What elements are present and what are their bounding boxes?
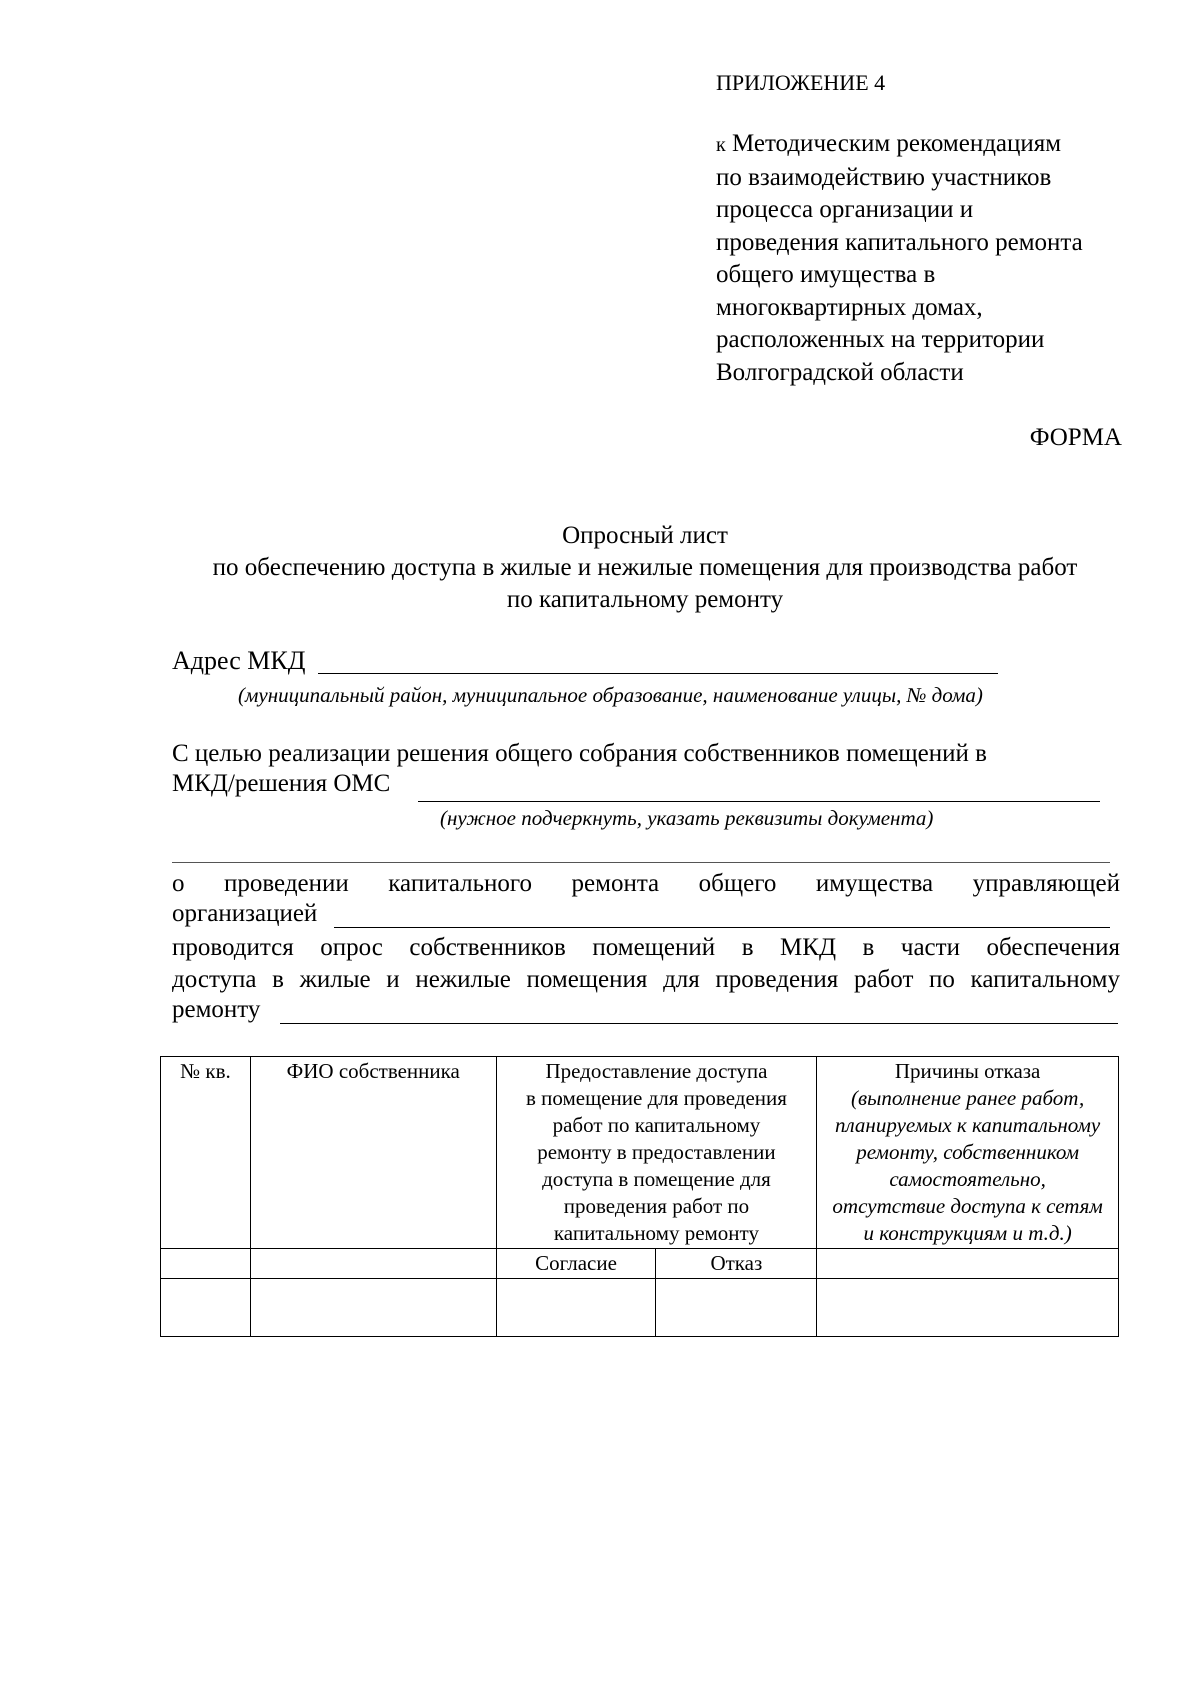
address-label: Адрес МКД [172,646,306,675]
header-access-line: Предоставление доступа [545,1059,768,1083]
conduct-line: доступа в жилые и нежилые помещения для проведения работ по капитальному [172,966,1120,993]
header-reason-line: ремонту, собственником [856,1140,1079,1164]
header-access-line: капитальному ремонту [553,1221,759,1245]
organization-label: организацией [172,900,318,927]
reference-line: общего имущества в [716,261,936,288]
header-reason-line: и конструкциям и т.д.) [863,1221,1072,1245]
appendix-reference [716,128,1156,389]
header-refusal-reasons [817,1057,1119,1249]
header-reason-line: планируемых к капитальному [835,1113,1101,1137]
title-line: по обеспечению доступа в жилые и нежилые помещения для производства работ [212,554,1078,581]
subheader-refusal: Отказ [656,1249,817,1279]
header-reason-line: самостоятельно, [889,1167,1046,1191]
reference-prefix: к [716,134,726,156]
table-row [161,1279,1119,1337]
decision-hint: (нужное подчеркнуть, указать реквизиты документа) [440,806,934,830]
reference-line: расположенных на территории [716,326,1045,353]
subheader-consent: Согласие [496,1249,656,1279]
cell-reason[interactable] [817,1279,1119,1337]
purpose-oms-label: МКД/решения ОМС [172,770,391,797]
repair-label: ремонту [172,996,261,1023]
header-access [496,1057,817,1249]
purpose-line: С целью реализации решения общего собрания собственников помещений в [172,740,987,767]
reference-line: многоквартирных домах, [716,293,983,321]
subheader-empty-cell [161,1249,251,1279]
table-subheader-row [161,1249,1119,1279]
header-access-line: работ по капитальному [552,1113,761,1137]
reference-line: проведения капитального ремонта [716,228,1083,256]
header-access-line: проведения работ по [563,1194,750,1218]
reference-line: по взаимодействию участников [716,163,1052,191]
address-hint: (муниципальный район, муниципальное образование, наименование улицы, № дома) [238,683,983,707]
reference-line: процесса организации и [716,196,974,223]
subheader-empty-cell [817,1249,1119,1279]
header-apartment: № кв. [161,1057,251,1249]
header-reason-line: отсутствие доступа к сетям [832,1194,1103,1218]
conduct-line: проводится опрос собственников помещений в МКД в части обеспечения [172,934,1120,961]
reference-line: Методическим рекомендациям [731,130,1062,157]
cell-refusal[interactable] [656,1279,817,1337]
appendix-number: ПРИЛОЖЕНИЕ 4 [716,70,886,95]
form-label: ФОРМА [1029,424,1122,451]
title-line: Опросный лист [562,522,728,549]
subheader-empty-cell [250,1249,496,1279]
document-title [170,520,1120,616]
survey-table [160,1056,1119,1337]
organization-field[interactable] [334,927,1110,928]
reference-line: Волгоградской области [716,358,964,386]
repair-field[interactable] [280,1023,1118,1024]
table-header-row [161,1057,1119,1249]
header-access-line: доступа в помещение для [542,1167,771,1191]
address-field[interactable] [318,673,998,674]
header-reason-line: (выполнение ранее работ, [851,1086,1085,1110]
header-owner: ФИО собственника [250,1057,496,1249]
decision-field-continuation[interactable] [172,862,1110,863]
decision-field[interactable] [418,801,1100,802]
header-access-line: в помещение для проведения [525,1086,787,1110]
header-access-line: ремонту в предоставлении [537,1140,776,1164]
title-line: по капитальному ремонту [506,586,784,613]
cell-consent[interactable] [496,1279,656,1337]
cell-apartment[interactable] [161,1279,251,1337]
cell-owner[interactable] [250,1279,496,1337]
conduct-line: о проведении капитального ремонта общего имущества управляющей [172,870,1120,897]
header-reason-title: Причины отказа [894,1059,1041,1083]
